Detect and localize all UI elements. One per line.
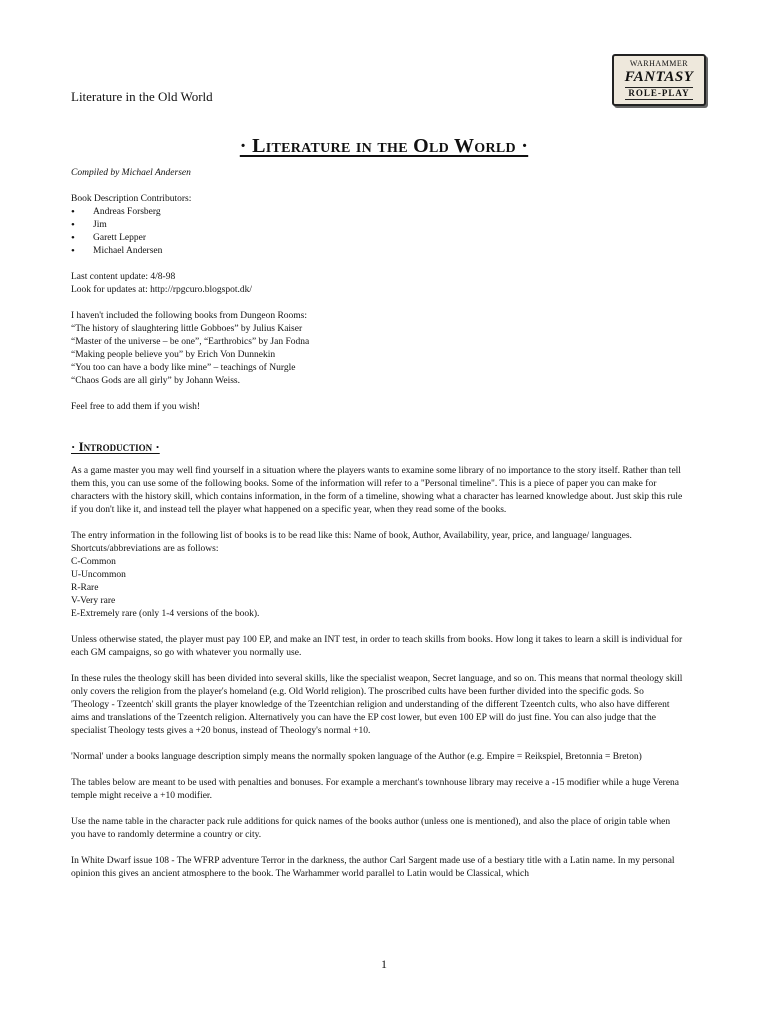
list-item: “You too can have a body like mine” – teachings of Nurgle [71, 363, 296, 373]
list-item: “Chaos Gods are all girly” by Johann Weiss. [71, 376, 240, 386]
intro-paragraph-7: Use the name table in the character pack rule additions for quick names of the books author (unless one is mentioned), and also the place of origin table when you have to randomly determine a country or city. [71, 817, 671, 840]
intro-paragraph-2: The entry information in the following list of books is to be read like this: Name of book, Author, Availability, year, price, and language/ languages. Shortcuts/abbreviations are as follows: [71, 531, 632, 554]
intro-paragraph-1: As a game master you may well find yourself in a situation where the players wants to examine some library of no importance to the story itself. Rather than tell them this, you can use some of the following books. Some of the information will refer to a "Personal timeline". This is a piece of paper you can make for characters with the history skill, which contains information, in the form of a timeline, showing what a character has learned knowledge about. Just skip this rule if you don't like it, and instead tell the player what happened on a specific year, when they read some of the books. [71, 466, 683, 515]
running-head: Literature in the Old World [71, 89, 213, 104]
intro-paragraph-4: In these rules the theology skill has been divided into several skills, like the specialist weapon, Secret language, and so on. This means that normal theology skill only covers the religion from the player's homeland (e.g. Old World religion). The proscribed cults have been further divided into the specific gods. So 'Theology - Tzeentch' skill grants the player knowledge of the Tzeentchian religion and understanding of the different Tzeentch cults, who also have different aims and translations of the Tzeentch religion. Alternatively you can have the EP cost lower, but even 100 EP will do just fine. You can also judge that the specialist Theology tests gives a +20 bonus, instead of Theology's normal +10. [71, 674, 683, 736]
intro-paragraph-3: Unless otherwise stated, the player must pay 100 EP, and make an INT test, in order to teach skills from books. How long it takes to learn a skill is individual for each GM campaigns, so go with whatever you normally use. [71, 635, 683, 658]
contributors-list [71, 206, 683, 258]
list-item: “Making people believe you” by Erich Von Dunnekin [71, 350, 276, 360]
last-update: Last content update: 4/8-98 [71, 272, 176, 282]
intro-paragraph-5: 'Normal' under a books language description simply means the normally spoken language of the Author (e.g. Empire = Reikspiel, Bretonnia = Breton) [71, 752, 642, 762]
feel-free-note: Feel free to add them if you wish! [71, 402, 201, 412]
warhammer-fantasy-roleplay-logo [612, 54, 706, 106]
contributors-label: Book Description Contributors: [71, 194, 192, 204]
document-body [71, 167, 683, 881]
page-title: · Literature in the Old World · [239, 135, 529, 157]
list-item: • Jim [71, 219, 683, 232]
abbreviation-item: C-Common [71, 557, 116, 567]
abbreviation-item: E-Extremely rare (only 1-4 versions of the book). [71, 609, 260, 619]
list-item: • Garett Lepper [71, 232, 683, 245]
logo-line-3: ROLE-PLAY [625, 87, 692, 100]
updates-link[interactable]: Look for updates at: http://rpgcuro.blogspot.dk/ [71, 285, 253, 295]
list-item: • Andreas Forsberg [71, 206, 683, 219]
abbreviation-item: U-Uncommon [71, 570, 126, 580]
logo-line-1: WARHAMMER [629, 59, 689, 68]
intro-paragraph-6: The tables below are meant to be used with penalties and bonuses. For example a merchant's townhouse library may receive a -15 modifier while a huge Verena temple might receive a +10 modifier. [71, 778, 680, 801]
logo-line-2: FANTASY [624, 69, 694, 85]
list-item: “The history of slaughtering little Gobboes” by Julius Kaiser [71, 324, 303, 334]
introduction-heading: · Introduction · [71, 439, 160, 454]
list-item: • Michael Andersen [71, 245, 683, 258]
page-number: 1 [381, 957, 387, 971]
abbreviation-item: R-Rare [71, 583, 99, 593]
abbreviation-item: V-Very rare [71, 596, 116, 606]
intro-paragraph-8: In White Dwarf issue 108 - The WFRP adventure Terror in the darkness, the author Carl Sargent made use of a bestiary title with a Latin name. In my personal opinion this gives an ancient atmosphere to the book. The Warhammer world parallel to Latin would be Classical, which [71, 856, 675, 879]
excluded-intro: I haven't included the following books from Dungeon Rooms: [71, 311, 308, 321]
list-item: “Master of the universe – be one”, “Earthrobics” by Jan Fodna [71, 337, 310, 347]
compiled-by: Compiled by Michael Andersen [71, 168, 191, 178]
